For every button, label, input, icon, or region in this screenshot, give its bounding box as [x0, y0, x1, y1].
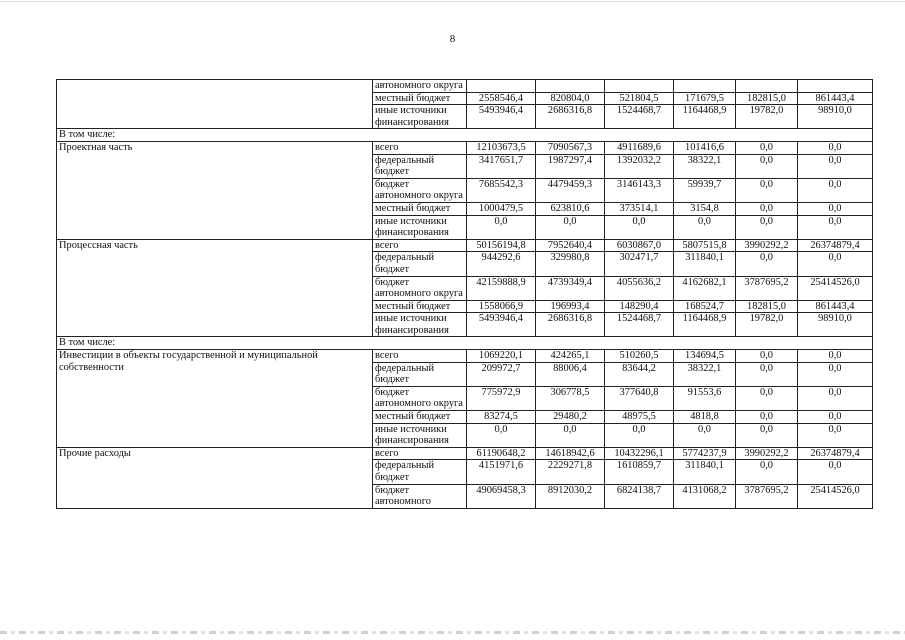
value-cell: 19782,0: [736, 105, 798, 129]
value-cell: 49069458,3: [467, 484, 536, 508]
value-cell: 0,0: [798, 350, 873, 363]
value-cell: 91553,6: [674, 386, 736, 410]
value-cell: 26374879,4: [798, 239, 873, 252]
table-row: [57, 80, 873, 93]
value-cell: 3787695,2: [736, 484, 798, 508]
page-number: 8: [449, 33, 456, 45]
value-cell: 306778,5: [536, 386, 605, 410]
value-cell: 1164468,9: [674, 105, 736, 129]
value-cell: 6030867,0: [605, 239, 674, 252]
section-heading: В том числе:: [57, 337, 873, 350]
value-cell: 0,0: [798, 423, 873, 447]
funding-source-cell: местный бюджет: [373, 92, 467, 105]
value-cell: [736, 80, 798, 93]
value-cell: 12103673,5: [467, 141, 536, 154]
value-cell: 0,0: [467, 423, 536, 447]
value-cell: 182815,0: [736, 92, 798, 105]
funding-source-cell: автономного округа: [373, 80, 467, 93]
value-cell: 1524468,7: [605, 313, 674, 337]
funding-source-cell: бюджет автономного округа: [373, 178, 467, 202]
value-cell: 0,0: [798, 178, 873, 202]
table-row: [57, 141, 873, 154]
value-cell: 3154,8: [674, 202, 736, 215]
value-cell: 0,0: [736, 423, 798, 447]
scan-bottom-edge: [0, 631, 905, 634]
value-cell: 209972,7: [467, 362, 536, 386]
value-cell: 0,0: [736, 154, 798, 178]
value-cell: 944292,6: [467, 252, 536, 276]
value-cell: 3146143,3: [605, 178, 674, 202]
value-cell: 0,0: [798, 141, 873, 154]
value-cell: 775972,9: [467, 386, 536, 410]
value-cell: 1524468,7: [605, 105, 674, 129]
value-cell: 329980,8: [536, 252, 605, 276]
value-cell: 861443,4: [798, 300, 873, 313]
funding-source-cell: федеральный бюджет: [373, 252, 467, 276]
value-cell: 4911689,6: [605, 141, 674, 154]
value-cell: 0,0: [605, 423, 674, 447]
value-cell: 0,0: [736, 350, 798, 363]
value-cell: 50156194,8: [467, 239, 536, 252]
value-cell: 0,0: [798, 202, 873, 215]
table-row: [57, 350, 873, 363]
value-cell: 98910,0: [798, 105, 873, 129]
budget-table-body: [57, 80, 873, 509]
value-cell: 42159888,9: [467, 276, 536, 300]
value-cell: 0,0: [736, 460, 798, 484]
value-cell: 4162682,1: [674, 276, 736, 300]
value-cell: 1392032,2: [605, 154, 674, 178]
value-cell: 3990292,2: [736, 447, 798, 460]
value-cell: 521804,5: [605, 92, 674, 105]
value-cell: 59939,7: [674, 178, 736, 202]
row-category-label: Процессная часть: [57, 239, 373, 337]
row-category-label: Проектная часть: [57, 141, 373, 239]
row-category-label: Прочие расходы: [57, 447, 373, 508]
value-cell: 0,0: [536, 215, 605, 239]
value-cell: [605, 80, 674, 93]
funding-source-cell: местный бюджет: [373, 202, 467, 215]
value-cell: 0,0: [467, 215, 536, 239]
funding-source-cell: бюджет автономного округа: [373, 276, 467, 300]
value-cell: 0,0: [736, 386, 798, 410]
value-cell: 2558546,4: [467, 92, 536, 105]
value-cell: 5807515,8: [674, 239, 736, 252]
value-cell: 0,0: [736, 252, 798, 276]
row-category-label: [57, 80, 373, 129]
value-cell: 302471,7: [605, 252, 674, 276]
value-cell: 61190648,2: [467, 447, 536, 460]
value-cell: 19782,0: [736, 313, 798, 337]
funding-source-cell: местный бюджет: [373, 300, 467, 313]
value-cell: [674, 80, 736, 93]
value-cell: 0,0: [798, 386, 873, 410]
value-cell: 196993,4: [536, 300, 605, 313]
value-cell: 3787695,2: [736, 276, 798, 300]
value-cell: 4818,8: [674, 411, 736, 424]
value-cell: 2686316,8: [536, 105, 605, 129]
table-row: [57, 239, 873, 252]
value-cell: 0,0: [605, 215, 674, 239]
funding-source-cell: федеральный бюджет: [373, 362, 467, 386]
value-cell: 1610859,7: [605, 460, 674, 484]
value-cell: 7685542,3: [467, 178, 536, 202]
value-cell: 0,0: [736, 141, 798, 154]
value-cell: 83644,2: [605, 362, 674, 386]
section-row: [57, 337, 873, 350]
value-cell: 0,0: [798, 154, 873, 178]
value-cell: 4151971,6: [467, 460, 536, 484]
funding-source-cell: иные источники финансирования: [373, 215, 467, 239]
value-cell: 1987297,4: [536, 154, 605, 178]
value-cell: 0,0: [674, 423, 736, 447]
value-cell: 83274,5: [467, 411, 536, 424]
value-cell: 820804,0: [536, 92, 605, 105]
value-cell: 0,0: [798, 362, 873, 386]
value-cell: 2686316,8: [536, 313, 605, 337]
funding-source-cell: всего: [373, 350, 467, 363]
value-cell: 25414526,0: [798, 484, 873, 508]
value-cell: 101416,6: [674, 141, 736, 154]
value-cell: 3990292,2: [736, 239, 798, 252]
value-cell: 1000479,5: [467, 202, 536, 215]
value-cell: 10432296,1: [605, 447, 674, 460]
value-cell: [467, 80, 536, 93]
value-cell: 0,0: [674, 215, 736, 239]
table-row: [57, 447, 873, 460]
value-cell: 0,0: [736, 411, 798, 424]
funding-source-cell: иные источники финансирования: [373, 105, 467, 129]
value-cell: 0,0: [536, 423, 605, 447]
value-cell: [536, 80, 605, 93]
scan-top-edge: [0, 1, 905, 2]
funding-source-cell: бюджет автономного округа: [373, 386, 467, 410]
value-cell: 1164468,9: [674, 313, 736, 337]
value-cell: 377640,8: [605, 386, 674, 410]
value-cell: 311840,1: [674, 460, 736, 484]
value-cell: 171679,5: [674, 92, 736, 105]
value-cell: 148290,4: [605, 300, 674, 313]
value-cell: 0,0: [736, 362, 798, 386]
funding-source-cell: федеральный бюджет: [373, 460, 467, 484]
value-cell: 5774237,9: [674, 447, 736, 460]
value-cell: 25414526,0: [798, 276, 873, 300]
value-cell: 5493946,4: [467, 313, 536, 337]
value-cell: 0,0: [798, 252, 873, 276]
value-cell: 26374879,4: [798, 447, 873, 460]
value-cell: 0,0: [736, 215, 798, 239]
value-cell: 168524,7: [674, 300, 736, 313]
value-cell: 4739349,4: [536, 276, 605, 300]
value-cell: 1558066,9: [467, 300, 536, 313]
value-cell: 424265,1: [536, 350, 605, 363]
value-cell: 8912030,2: [536, 484, 605, 508]
value-cell: 5493946,4: [467, 105, 536, 129]
value-cell: 0,0: [798, 215, 873, 239]
value-cell: 88006,4: [536, 362, 605, 386]
value-cell: 510260,5: [605, 350, 674, 363]
funding-source-cell: всего: [373, 141, 467, 154]
value-cell: 4479459,3: [536, 178, 605, 202]
value-cell: 29480,2: [536, 411, 605, 424]
budget-table-container: [56, 79, 873, 509]
section-row: [57, 129, 873, 142]
value-cell: 861443,4: [798, 92, 873, 105]
value-cell: 2229271,8: [536, 460, 605, 484]
value-cell: 623810,6: [536, 202, 605, 215]
value-cell: 0,0: [736, 202, 798, 215]
funding-source-cell: федеральный бюджет: [373, 154, 467, 178]
funding-source-cell: местный бюджет: [373, 411, 467, 424]
value-cell: 48975,5: [605, 411, 674, 424]
value-cell: 38322,1: [674, 362, 736, 386]
value-cell: 7090567,3: [536, 141, 605, 154]
value-cell: 6824138,7: [605, 484, 674, 508]
value-cell: 182815,0: [736, 300, 798, 313]
funding-source-cell: бюджет автономного: [373, 484, 467, 508]
funding-source-cell: всего: [373, 447, 467, 460]
funding-source-cell: иные источники финансирования: [373, 313, 467, 337]
value-cell: 0,0: [736, 178, 798, 202]
funding-source-cell: иные источники финансирования: [373, 423, 467, 447]
section-heading: В том числе:: [57, 129, 873, 142]
budget-table: [56, 79, 873, 509]
value-cell: 0,0: [798, 460, 873, 484]
value-cell: 373514,1: [605, 202, 674, 215]
row-category-label: Инвестиции в объекты государственной и муниципальной собственности: [57, 350, 373, 448]
value-cell: 134694,5: [674, 350, 736, 363]
value-cell: 4131068,2: [674, 484, 736, 508]
funding-source-cell: всего: [373, 239, 467, 252]
value-cell: 7952640,4: [536, 239, 605, 252]
value-cell: 14618942,6: [536, 447, 605, 460]
value-cell: 4055636,2: [605, 276, 674, 300]
value-cell: 311840,1: [674, 252, 736, 276]
value-cell: 0,0: [798, 411, 873, 424]
value-cell: 1069220,1: [467, 350, 536, 363]
value-cell: 3417651,7: [467, 154, 536, 178]
value-cell: 38322,1: [674, 154, 736, 178]
value-cell: 98910,0: [798, 313, 873, 337]
value-cell: [798, 80, 873, 93]
